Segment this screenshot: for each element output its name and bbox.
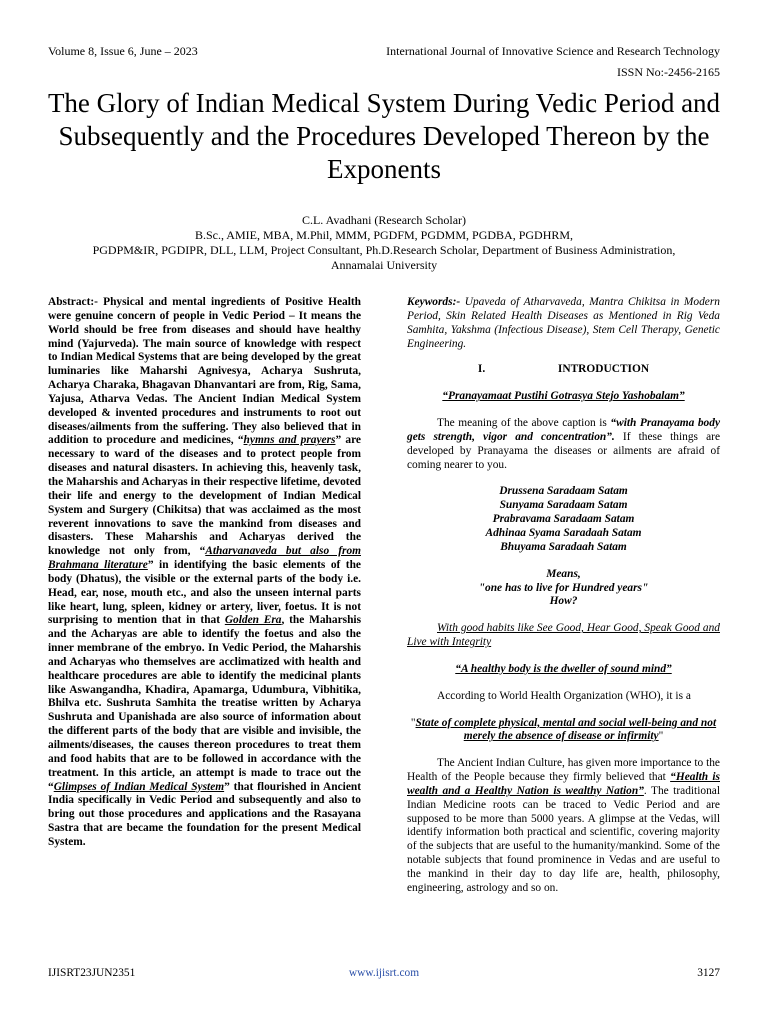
page-number: 3127 (697, 967, 720, 979)
author-block (40, 213, 728, 273)
hundred-years-line: "one has to live for Hundred years" (478, 581, 649, 594)
means-block (407, 568, 720, 610)
issn: ISSN No:-2456-2165 (616, 65, 720, 79)
volume-info: Volume 8, Issue 6, June – 2023 (48, 44, 198, 58)
who-line: According to World Health Organization (WHO), it is a (437, 689, 691, 702)
author-name: C.L. Avadhani (Research Scholar) (301, 213, 467, 227)
verse-block (407, 485, 720, 554)
journal-name: International Journal of Innovative Science and Research Technology (386, 44, 720, 58)
ancient-culture-paragraph: The Ancient Indian Culture, has given more importance to the Health of the People because they firmly believed that “Health is wealth and a Healthy Nation is wealthy Nation”. The traditional Indian Medicine roots can be traced to Vedic Period and are supposed to be more than 5000 years. A glimpse at the Vedas, will identify information both practical and scientific, covering majority of the subjects that are useful to the humanity/mankind. Some of the notable subjects that found prominence in Vedas and are useful to the mankind in their day to day life are, health, philosophy, engineering, astrology and so on. (407, 757, 720, 894)
golden-era-phrase: Golden Era (224, 614, 282, 627)
keywords-label: Keywords:- (407, 296, 461, 308)
meaning-paragraph: The meaning of the above caption is “with Pranayama body gets strength, vigor and concentration”. If these things are developed by Pranayama the diseases or ailments are afraid of coming nearer to you. (407, 417, 720, 471)
verse-line: Drussena Saradaam Satam (499, 485, 628, 498)
atharva-phrase: Atharvanaveda but also from Brahmana literature (48, 545, 361, 572)
paper-id: IJISRT23JUN2351 (48, 967, 136, 979)
author-degrees: B.Sc., AMIE, MBA, M.Phil, MMM, PGDFM, PGDMM, PGDBA, PGDHRM, (194, 228, 574, 242)
who-definition: "State of complete physical, mental and social well-being and not merely the absence of disease or infirmity" (410, 716, 717, 743)
caption-quote: “Pranayamaat Pustihi Gotrasya Stejo Yashobalam” (442, 390, 685, 403)
section-heading: I. INTRODUCTION (477, 363, 650, 376)
how-line: How? (549, 595, 578, 608)
author-affiliation: PGDPM&IR, PGDIPR, DLL, LLM, Project Consultant, Ph.D.Research Scholar, Department of Business Administration, (92, 243, 676, 257)
verse-line: Prabravama Saradaam Satam (492, 513, 635, 526)
glimpses-phrase: Glimpses of Indian Medical System (53, 780, 225, 793)
habits-line: With good habits like See Good, Hear Good, Speak Good and Live with Integrity (407, 622, 720, 649)
keywords: Keywords:- Upaveda of Atharvaveda, Mantra Chikitsa in Modern Period, Skin Related Health Diseases as Mentioned in Rig Veda Samhita, Yakshma (Infectious Disease), Stem Cell Therapy, Genetic Engineering. (407, 296, 720, 350)
verse-line: Sunyama Saradaam Satam (499, 499, 628, 512)
paper-title: The Glory of Indian Medical System During Vedic Period and Subsequently and the Procedures Developed Thereon by the Exponents (47, 88, 721, 184)
verse-line: Adhinaa Syama Saradaah Satam (485, 526, 642, 539)
verse-line: Bhuyama Saradaah Satam (500, 540, 627, 553)
means-line: Means, (546, 567, 581, 580)
abstract-text: Abstract:- Physical and mental ingredients of Positive Health were genuine concern of people in Vedic Period – It means the World should be free from diseases and should have healthy mind (Yajurveda). The main source of knowledge with respect to Indian Medical Systems that are being developed by the great luminaries like Maharshi Agnivesya, Acharya Sushruta, Acharya Charaka, Bhagavan Dhanvantari are from, Rig, Sama, Yajusa, Atharva Vedas. The Ancient Indian Medical System developed & invented procedures and instruments to root out diseases/ailments from the suffering. They also believed that in addition to procedure and medicines, “hymns and prayers” are necessary to ward of the diseases and to protect people from diseases and natural disasters. In achieving this, heavenly task, the Maharshis and Acharyas in their respective lifetime, devoted their life and energy to the development of Indian Medical System and Surgery (Chikitsa) that was acclaimed as the most reverent innovations to save the mankind from diseases and disasters. These Maharshis and Acharyas derived the knowledge not only from, “Atharvanaveda but also from Brahmana literature” in identifying the basic elements of the body (Dhatus), the visible or the external parts of the body i.e. Head, ear, nose, mouth etc., and also the unseen internal parts like heart, lung, spleen, kidney or artery, liver, foetus. It is not surprising to mention that in that Golden Era, the Maharshis and the Acharyas are able to identify the foetus and also the inner membrane of the embryo. In Vedic Period, the Maharshis and Acharyas who themselves are acclimatized with health and healthcare procedures are able to identify the medicinal plants like Aswangandha, Khadira, Apamarga, Udumbura, Vibhitika, Bhilva etc. Sushruta Samhita the treatise written by Acharya Sushruta and Upanishada are also source of information about the different parts of the body that are visible and invisible, the ailments/diseases, the causes thereon procedures to treat them and food habits that are to be followed in accordance with the treatment. In this article, an attempt is made to trace out the “Glimpses of Indian Medical System” that flourished in Ancient India specifically in Vedic Period and subsequently and also to bring out those procedures and applications and the Rasayana Sastra that are became the foundation for the present Medical System. (48, 296, 362, 848)
journal-url[interactable]: www.ijisrt.com (348, 967, 420, 979)
abstract-column (48, 296, 361, 850)
author-university: Annamalai University (330, 258, 438, 272)
right-column (407, 296, 720, 896)
healthy-body-quote: “A healthy body is the dweller of sound mind” (455, 662, 672, 675)
hymns-phrase: hymns and prayers (243, 434, 336, 447)
